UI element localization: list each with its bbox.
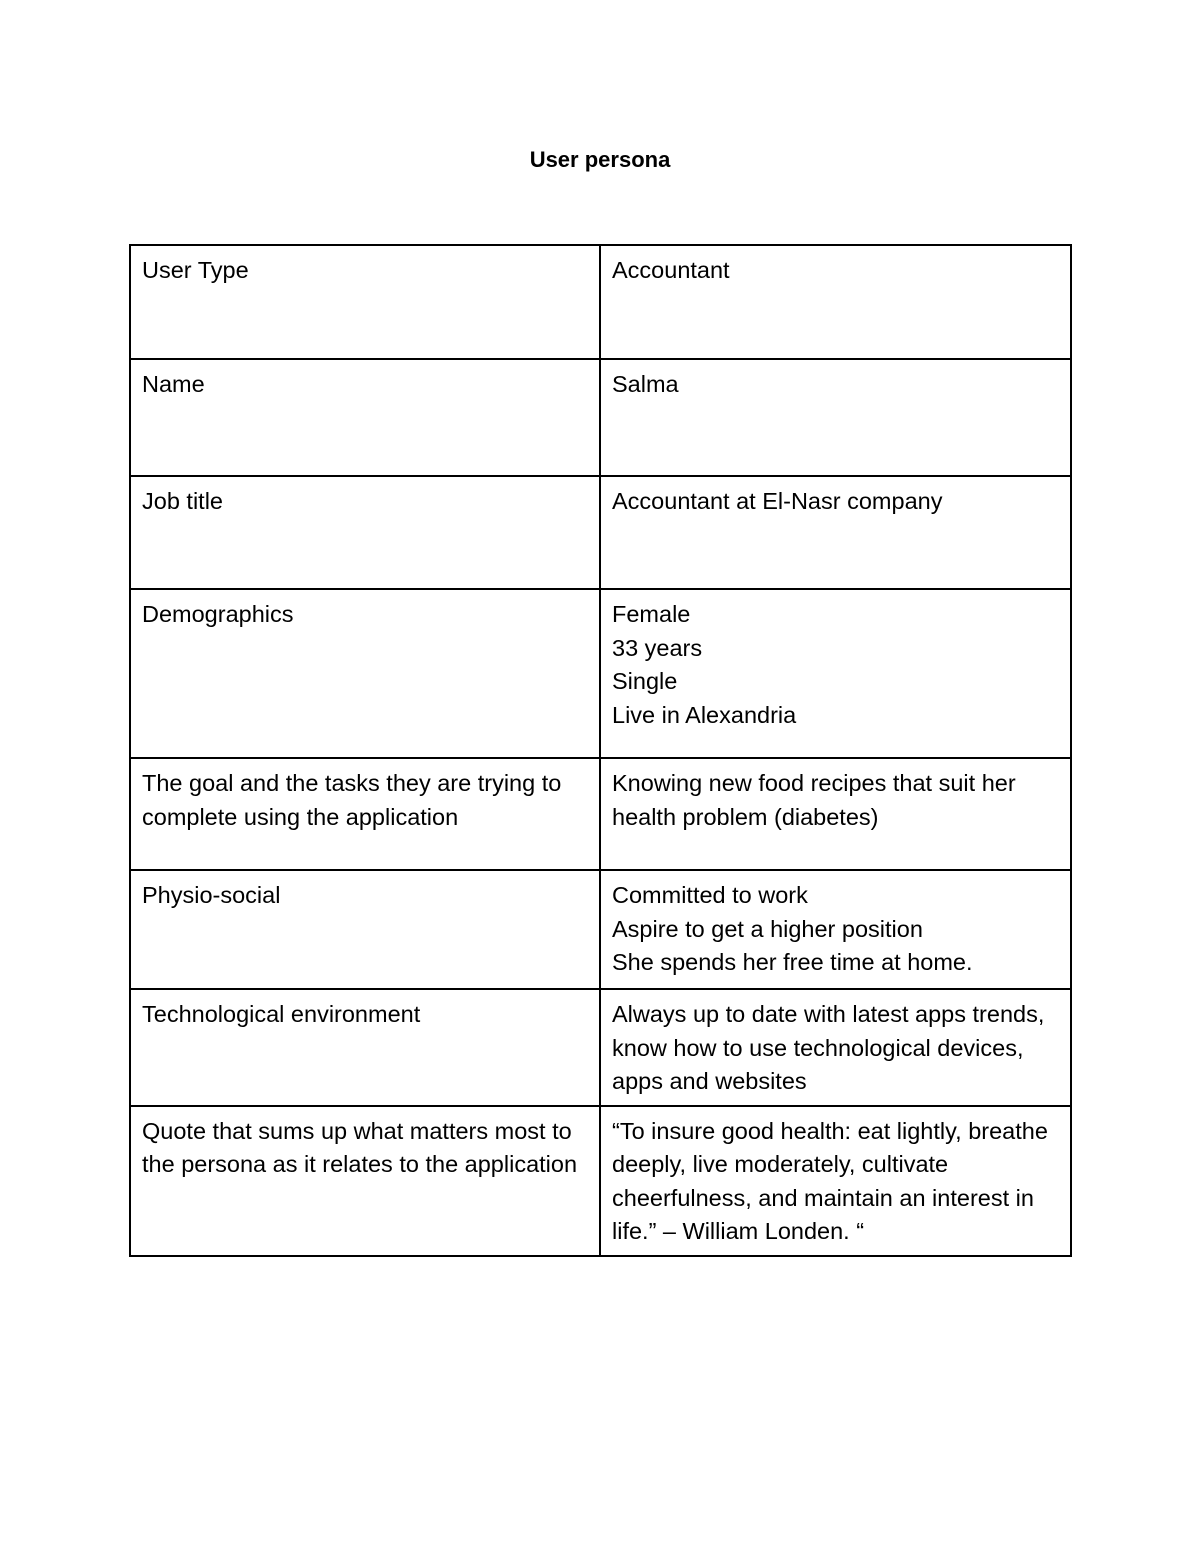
row-value <box>600 589 1071 758</box>
value-line: Committed to work <box>612 882 808 908</box>
table-row-technological-environment <box>130 989 1071 1106</box>
row-label: Technological environment <box>130 989 600 1106</box>
row-label: Quote that sums up what matters most to the persona as it relates to the application <box>130 1106 600 1256</box>
row-label: Physio-social <box>130 870 600 989</box>
row-value <box>600 1106 1071 1256</box>
persona-table <box>129 244 1072 1257</box>
value-line: She spends her free time at home. <box>612 949 973 975</box>
row-value <box>600 245 1071 359</box>
table-row-user-type <box>130 245 1071 359</box>
table-row-quote <box>130 1106 1071 1256</box>
table-row-goal <box>130 758 1071 870</box>
row-value <box>600 989 1071 1106</box>
value-line: “To insure good health: eat lightly, breathe deeply, live moderately, cultivate cheerfulness, and maintain an interest in life.” – William Londen. “ <box>612 1117 1048 1244</box>
row-label: The goal and the tasks they are trying to complete using the application <box>130 758 600 870</box>
value-line: Single <box>612 668 678 694</box>
row-value <box>600 476 1071 589</box>
value-line: Female <box>612 601 691 627</box>
value-line: Accountant at El-Nasr company <box>612 488 943 514</box>
row-label: Name <box>130 359 600 476</box>
value-line: Always up to date with latest apps trends, know how to use technological devices, apps and websites <box>612 1001 1045 1094</box>
value-line: Salma <box>612 371 679 397</box>
value-line: 33 years <box>612 634 703 661</box>
table-row-demographics <box>130 589 1071 758</box>
row-value <box>600 359 1071 476</box>
table-row-name <box>130 359 1071 476</box>
page-title: User persona <box>529 147 671 172</box>
table-row-job-title <box>130 476 1071 589</box>
value-line: Aspire to get a higher position <box>612 915 923 942</box>
row-value <box>600 870 1071 989</box>
table-row-physio-social <box>130 870 1071 989</box>
row-label: User Type <box>130 245 600 359</box>
value-line: Accountant <box>612 257 730 283</box>
row-value <box>600 758 1071 870</box>
value-line: Live in Alexandria <box>612 701 797 728</box>
row-label: Job title <box>130 476 600 589</box>
value-line: Knowing new food recipes that suit her health problem (diabetes) <box>612 770 1016 830</box>
row-label: Demographics <box>130 589 600 758</box>
